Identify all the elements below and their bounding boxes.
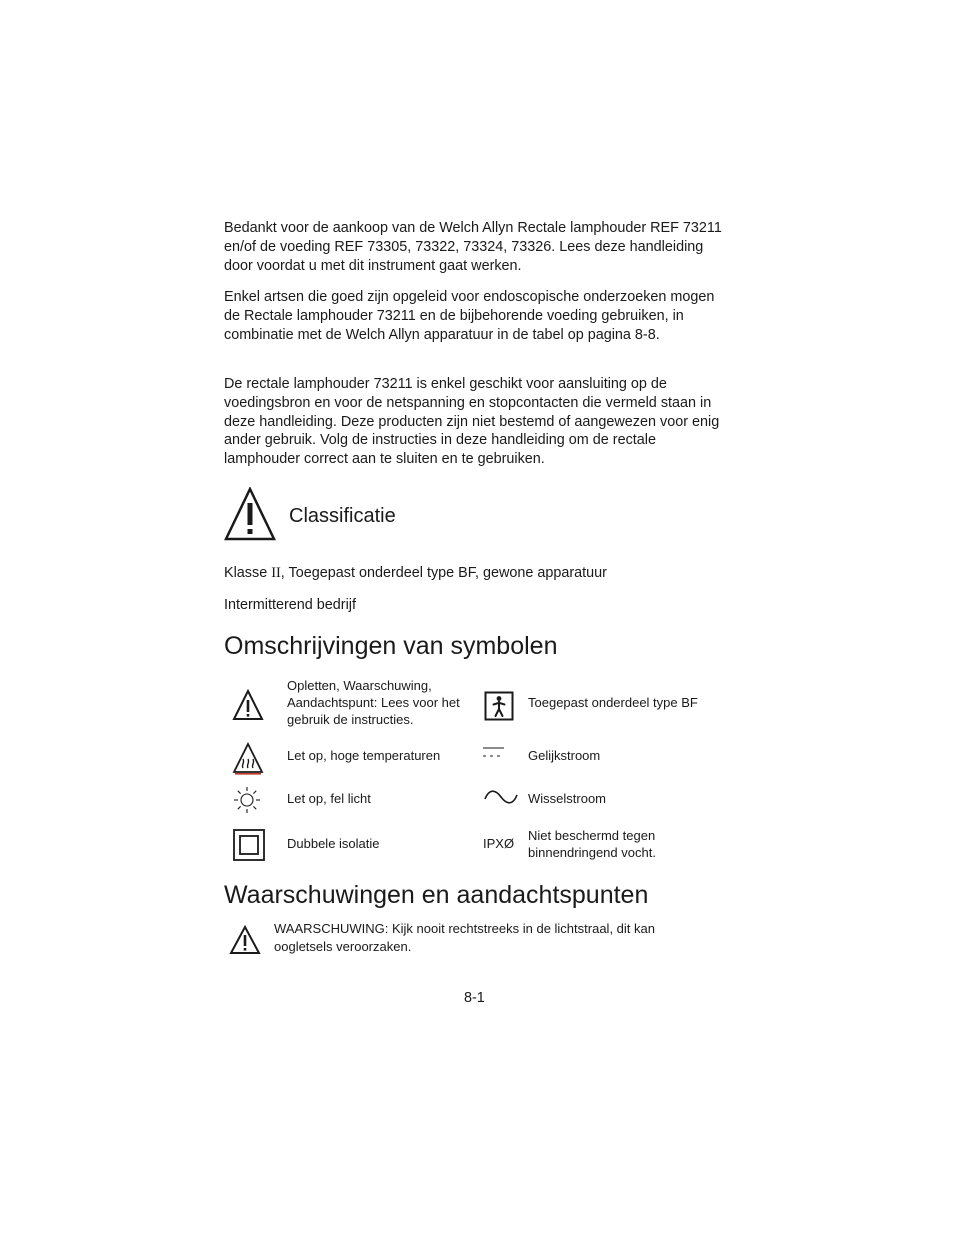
class-prefix: Klasse — [224, 565, 272, 581]
bright-light-icon — [233, 786, 261, 814]
ipx0-code: IPXØ — [483, 836, 515, 851]
hot-surface-icon — [232, 742, 264, 775]
ac-label: Wisselstroom — [528, 791, 607, 806]
class-roman-numeral: II — [271, 565, 281, 581]
caution-label: Opletten, Waarschuwing, Aandachtspunt: Lees voor het gebruik de instructies. — [287, 678, 460, 727]
light-label: Let op, fel licht — [287, 791, 371, 806]
class-suffix: , Toegepast onderdeel type BF, gewone apparatuur — [280, 565, 607, 581]
caution-icon — [232, 689, 264, 721]
alternating-current-icon — [484, 788, 518, 806]
double-insulation-label: Dubbele isolatie — [287, 836, 380, 851]
warnings-heading: Waarschuwingen en aandachtspunten — [224, 881, 649, 909]
page-number: 8-1 — [464, 990, 485, 1006]
bf-applied-part-icon — [484, 691, 514, 721]
intro-paragraph-1: Bedankt voor de aankoop van de Welch Allyn Rectale lamphouder REF 73211 en/of de voeding REF 73305, 73322, 73324, 73326. Lees deze handleiding door voordat u met dit instrument gaat werken. — [224, 220, 722, 274]
direct-current-icon — [482, 746, 506, 760]
intro-paragraph-2: Enkel artsen die goed zijn opgeleid voor endoscopische onderzoeken mogen de Rectale lamphouder 73211 en de bijbehorende voeding gebruiken, in combinatie met de Welch Allyn apparatuur in de tabel op pagina 8-8. — [224, 289, 715, 343]
warning-text: WAARSCHUWING: Kijk nooit rechtstreeks in de lichtstraal, dit kan oogletsels veroorzaken. — [274, 921, 655, 954]
ipx0-label: Niet beschermd tegen binnendringend vocht. — [528, 828, 656, 860]
bf-label: Toegepast onderdeel type BF — [528, 695, 698, 710]
operation-mode: Intermitterend bedrijf — [224, 597, 356, 613]
warning-icon — [229, 925, 261, 955]
dc-label: Gelijkstroom — [528, 748, 601, 763]
symbols-heading: Omschrijvingen van symbolen — [224, 632, 558, 660]
hot-label: Let op, hoge temperaturen — [287, 748, 441, 763]
warning-triangle-icon — [224, 487, 276, 541]
classification-heading: Classificatie — [289, 505, 396, 527]
double-insulation-icon — [233, 829, 265, 861]
intro-paragraph-3: De rectale lamphouder 73211 is enkel geschikt voor aansluiting op de voedingsbron en voor de netspanning en stopcontacten die vermeld staan in deze handleiding. Deze producten zijn niet bestemd of aangewezen voor enig ander gebruik. Volg de instructies in deze handleiding om de rectale lamphouder correct aan te sluiten en te gebruiken. — [224, 376, 720, 468]
class-statement — [224, 565, 607, 582]
